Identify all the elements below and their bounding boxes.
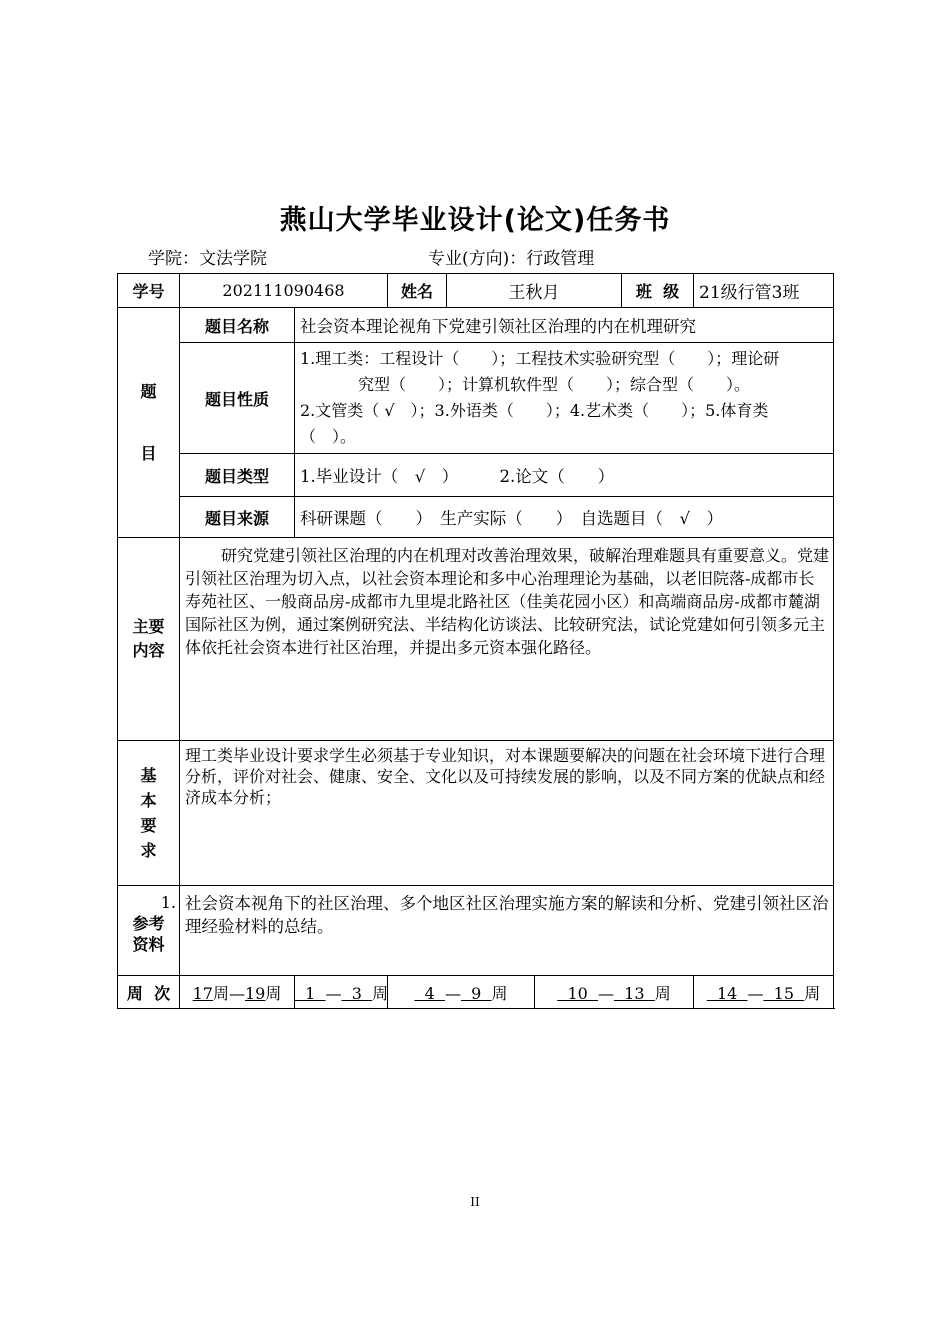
topic-source-label: 题目来源 — [180, 497, 295, 538]
weeks-cell-2-dash: — — [325, 983, 342, 1003]
topic-name-value: 社会资本理论视角下党建引领社区治理的内在机理研究 — [295, 308, 834, 343]
topic-source-row — [118, 497, 834, 538]
references-text: 社会资本视角下的社区治理、多个地区社区治理实施方案的解读和分析、党建引领社区治理经验材料的总结。 — [180, 886, 834, 976]
main-content-label-line-2: 内容 — [132, 641, 165, 660]
topic-nature-label: 题目性质 — [180, 343, 295, 454]
topic-group-char-1: 题 — [140, 381, 157, 401]
weeks-cell-2-end: 3 — [341, 983, 373, 1003]
weeks-cell-4-end: 13 — [613, 983, 655, 1003]
weeks-label: 周 次 — [118, 976, 180, 1009]
student-id-value: 202111090468 — [180, 274, 388, 308]
references-label-line-1: 参考 — [132, 914, 165, 933]
task-form-table — [117, 273, 834, 1009]
weeks-cell-4-unit: 周 — [654, 983, 671, 1003]
weeks-cell-1-mid: 周— — [212, 983, 245, 1003]
main-content-label — [118, 538, 180, 741]
weeks-cell-5-start: 14 — [706, 983, 748, 1003]
document-title: 燕山大学毕业设计(论文)任务书 — [279, 205, 671, 236]
major-label: 专业(方向)：行政管理 — [428, 249, 595, 269]
weeks-cell-4-dash: — — [597, 983, 614, 1003]
class-value: 21级行管3班 — [694, 274, 834, 308]
topic-name-label: 题目名称 — [180, 308, 295, 343]
requirements-text: 理工类毕业设计要求学生必须基于专业知识，对本课题要解决的问题在社会环境下进行合理分析，评价对社会、健康、安全、文化以及可持续发展的影响，以及不同方案的优缺点和经济成本分析； — [180, 741, 834, 886]
references-label-line-2: 资料 — [132, 935, 165, 954]
topic-nature-row — [118, 343, 834, 454]
weeks-cell-2-start: 1 — [295, 983, 326, 1003]
weeks-cell-4-start: 10 — [557, 983, 598, 1003]
weeks-cell-5-end: 15 — [763, 983, 805, 1003]
weeks-row — [118, 976, 834, 1009]
topic-type-row — [118, 454, 834, 497]
topic-type-value: 1.毕业设计（ √ ） 2.论文（ ） — [295, 454, 834, 497]
references-row — [118, 886, 834, 976]
topic-type-label: 题目类型 — [180, 454, 295, 497]
references-label-prefix: 1. — [160, 893, 176, 912]
main-content-label-line-1: 主要 — [132, 617, 165, 636]
main-content-text — [180, 538, 834, 741]
header-row — [118, 274, 834, 308]
requirements-label-char-1: 基 — [140, 766, 157, 785]
page-number: II — [470, 1195, 480, 1209]
main-content-row — [118, 538, 834, 741]
name-label: 姓名 — [388, 274, 447, 308]
weeks-cell-5-dash: — — [747, 983, 764, 1003]
weeks-cell-3 — [388, 976, 535, 1009]
weeks-cell-5-unit: 周 — [804, 983, 821, 1003]
weeks-cell-3-start: 4 — [414, 983, 445, 1003]
name-value: 王秋月 — [447, 274, 622, 308]
references-label — [118, 886, 180, 976]
nature-line-3: 2.文管类（ √ ）；3.外语类（ ）；4.艺术类（ ）；5.体育类 — [300, 401, 769, 420]
weeks-cell-2-unit: 周 — [372, 983, 389, 1003]
topic-group-char-2: 目 — [140, 443, 157, 463]
weeks-cell-3-unit: 周 — [491, 983, 508, 1003]
topic-nature-value — [295, 343, 834, 454]
weeks-cell-5 — [694, 976, 834, 1009]
nature-line-4: （ ）。 — [300, 427, 357, 446]
requirements-label-char-3: 要 — [140, 816, 157, 835]
weeks-cell-1-start: 17 — [192, 983, 213, 1003]
weeks-cell-1 — [180, 976, 295, 1009]
weeks-cell-2 — [295, 976, 388, 1009]
requirements-row — [118, 741, 834, 886]
weeks-cell-1-unit: 周 — [265, 983, 282, 1003]
topic-source-value: 科研课题（ ） 生产实际（ ） 自选题目（ √ ） — [295, 497, 834, 538]
requirements-label — [118, 741, 180, 886]
requirements-label-char-4: 求 — [140, 841, 157, 860]
requirements-label-char-2: 本 — [140, 791, 157, 810]
weeks-cell-4 — [535, 976, 694, 1009]
nature-line-2: 究型（ ）；计算机软件型（ ）；综合型（ ）。 — [358, 375, 751, 394]
class-label: 班 级 — [622, 274, 694, 308]
weeks-cell-1-end: 19 — [245, 983, 266, 1003]
student-id-label: 学号 — [118, 274, 180, 308]
topic-group-label — [118, 308, 180, 538]
weeks-cell-3-dash: — — [444, 983, 461, 1003]
college-label: 学院：文法学院 — [148, 249, 267, 269]
topic-name-row — [118, 308, 834, 343]
weeks-cell-3-end: 9 — [460, 983, 492, 1003]
main-content-paragraph: 研究党建引领社区治理的内在机理对改善治理效果，破解治理难题具有重要意义。党建引领社区治理为切入点，以社会资本理论和多中心治理理论为基础，以老旧院落-成都市长寿苑社区、一般商品房-成都市九里堤北路社区（佳美花园小区）和高端商品房-成都市麓湖国际社区为例，通过案例研究法、半结构化访谈法、比较研究法，试论党建如何引领多元主体依托社会资本进行社区治理，并提出多元资本强化路径。 — [185, 546, 830, 657]
nature-line-1: 1.理工类：工程设计（ ）；工程技术实验研究型（ ）；理论研 — [300, 349, 780, 368]
